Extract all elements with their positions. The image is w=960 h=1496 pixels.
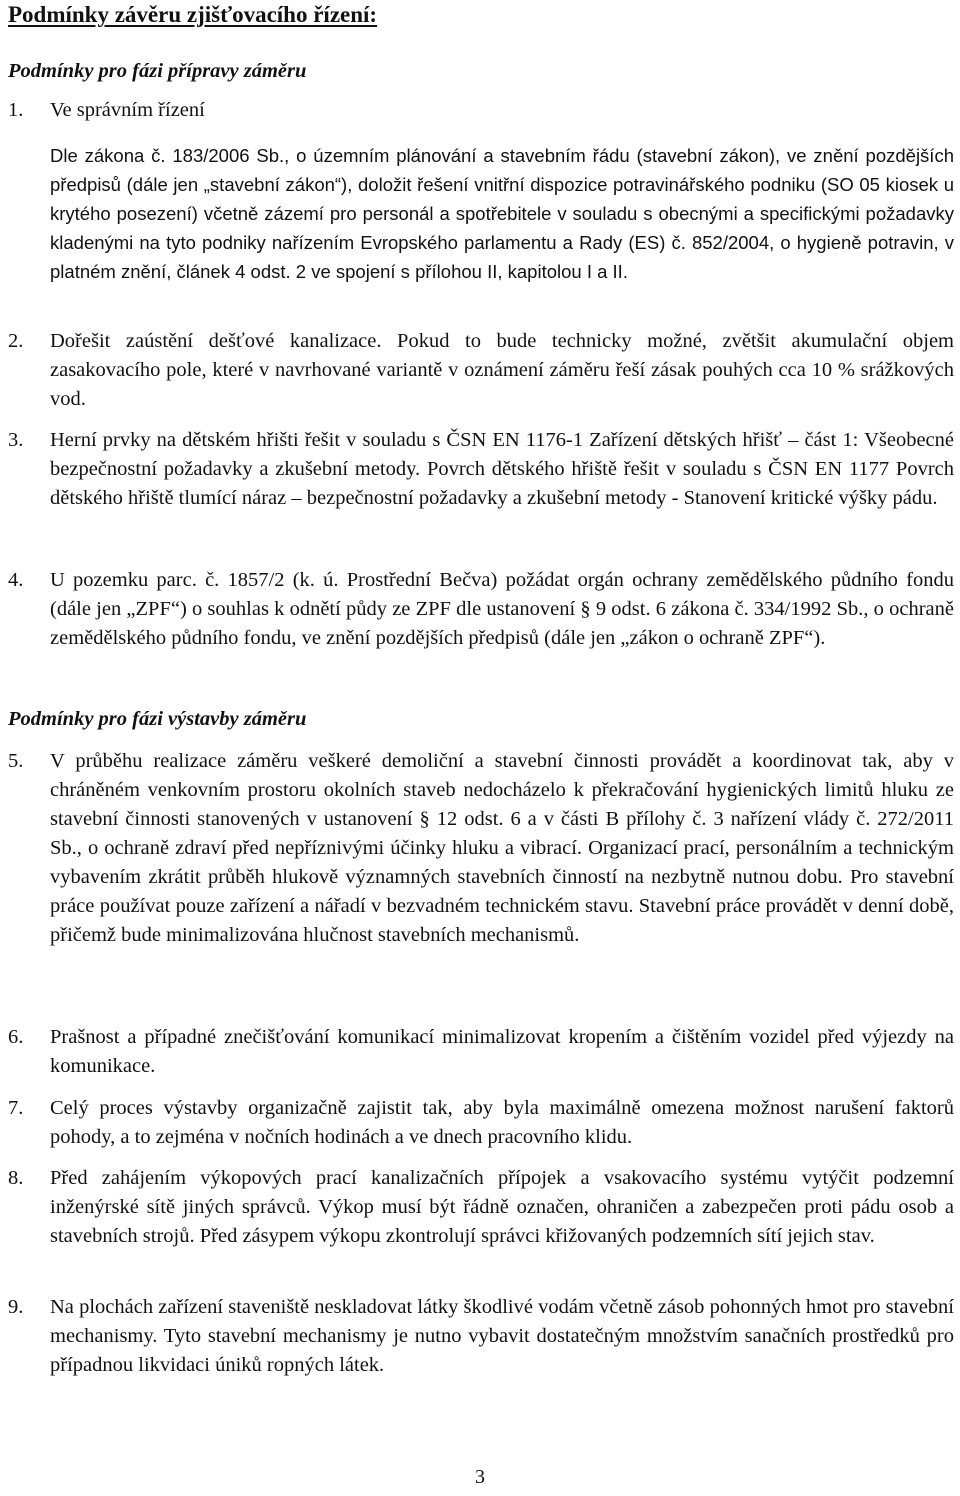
item-number: 6. <box>8 1026 24 1048</box>
item-number: 4. <box>8 569 24 591</box>
item-label: Ve správním řízení <box>50 99 205 121</box>
item-number: 5. <box>8 750 24 772</box>
item-number: 2. <box>8 330 24 352</box>
item-text: Na plochách zařízení staveniště neskladovat látky škodlivé vodám včetně zásob pohonných hmot pro stavební mechanismy. Tyto stavební mechanismy je nutno vybavit dostatečným množstvím sanačních prostředků pro případnou likvidaci úniků ropných látek. <box>50 1296 954 1376</box>
item-text: Před zahájením výkopových prací kanalizačních přípojek a vsakovacího systému vytýčit podzemní inženýrské sítě jiných správců. Výkop musí být řádně označen, ohraničen a zabezpečen proti pádu osob a stavebních strojů. Před zásypem výkopu zkontrolují správci křižovaných podzemních sítí jejich stav. <box>50 1167 954 1247</box>
item-number: 3. <box>8 429 24 451</box>
item-text: Prašnost a případné znečišťování komunikací minimalizovat kropením a čištěním vozidel před výjezdy na komunikace. <box>50 1026 954 1077</box>
page-number: 3 <box>475 1466 485 1488</box>
item-number: 9. <box>8 1296 24 1318</box>
item-number: 8. <box>8 1167 24 1189</box>
item-text: Dořešit zaústění dešťové kanalizace. Pokud to bude technicky možné, zvětšit akumulační objem zasakovacího pole, které v navrhované variantě v oznámení záměru řeší zásak pouhých cca 10 % srážkových vod. <box>50 330 954 410</box>
section-heading-construction: Podmínky pro fázi výstavby záměru <box>8 708 307 730</box>
page-title: Podmínky závěru zjišťovacího řízení: <box>8 2 378 27</box>
item-number: 7. <box>8 1097 24 1119</box>
item-number: 1. <box>8 99 24 121</box>
item-text-1: Dle zákona č. 183/2006 Sb., o územním plánování a stavebním řádu (stavební zákon), ve znění pozdějších předpisů (dále jen „stavební zákon“), doložit řešení vnitřní dispozice potravinářského podniku (SO 05 kiosek u krytého posezení) včetně zázemí pro personál a spotřebitele v souladu s obecnými a specifickými požadavky kladenými na tyto podniky nařízením Evropského parlamentu a Rady (ES) č. 852/2004, o hygieně potravin, v platném znění, článek 4 odst. 2 ve spojení s přílohou II, kapitolou I a II. <box>50 145 954 283</box>
section-heading-preparation: Podmínky pro fázi přípravy záměru <box>8 60 307 82</box>
item-text: Celý proces výstavby organizačně zajistit tak, aby byla maximálně omezena možnost narušení faktorů pohody, a to zejména v nočních hodinách a ve dnech pracovního klidu. <box>50 1097 954 1148</box>
item-text: V průběhu realizace záměru veškeré demoliční a stavební činnosti provádět a koordinovat tak, aby v chráněném venkovním prostoru okolních staveb nedocházelo k překračování hygienických limitů hluku ze stavební činnosti stanovených v ustanovení § 12 odst. 6 a v části B přílohy č. 3 nařízení vlády č. 272/2011 Sb., o ochraně zdraví před nepříznivými účinky hluku a vibrací. Organizací prací, personálním a technickým vybavením zkrátit průběh hlukově významných stavebních činností na nezbytně nutnou dobu. Pro stavební práce používat pouze zařízení a nářadí v bezvadném technickém stavu. Stavební práce provádět v denní době, přičemž bude minimalizována hlučnost stavebních mechanismů. <box>50 750 954 946</box>
item-text: Herní prvky na dětském hřišti řešit v souladu s ČSN EN 1176-1 Zařízení dětských hřišť – část 1: Všeobecné bezpečnostní požadavky a zkušební metody. Povrch dětského hřiště řešit v souladu s ČSN EN 1177 Povrch dětského hřiště tlumící náraz – bezpečnostní požadavky a zkušební metody - Stanovení kritické výšky pádu. <box>50 429 954 509</box>
item-text: U pozemku parc. č. 1857/2 (k. ú. Prostřední Bečva) požádat orgán ochrany zemědělského půdního fondu (dále jen „ZPF“) o souhlas k odnětí půdy ze ZPF dle ustanovení § 9 odst. 6 zákona č. 334/1992 Sb., o ochraně zemědělského půdního fondu, ve znění pozdějších předpisů (dále jen „zákon o ochraně ZPF“). <box>50 569 954 649</box>
